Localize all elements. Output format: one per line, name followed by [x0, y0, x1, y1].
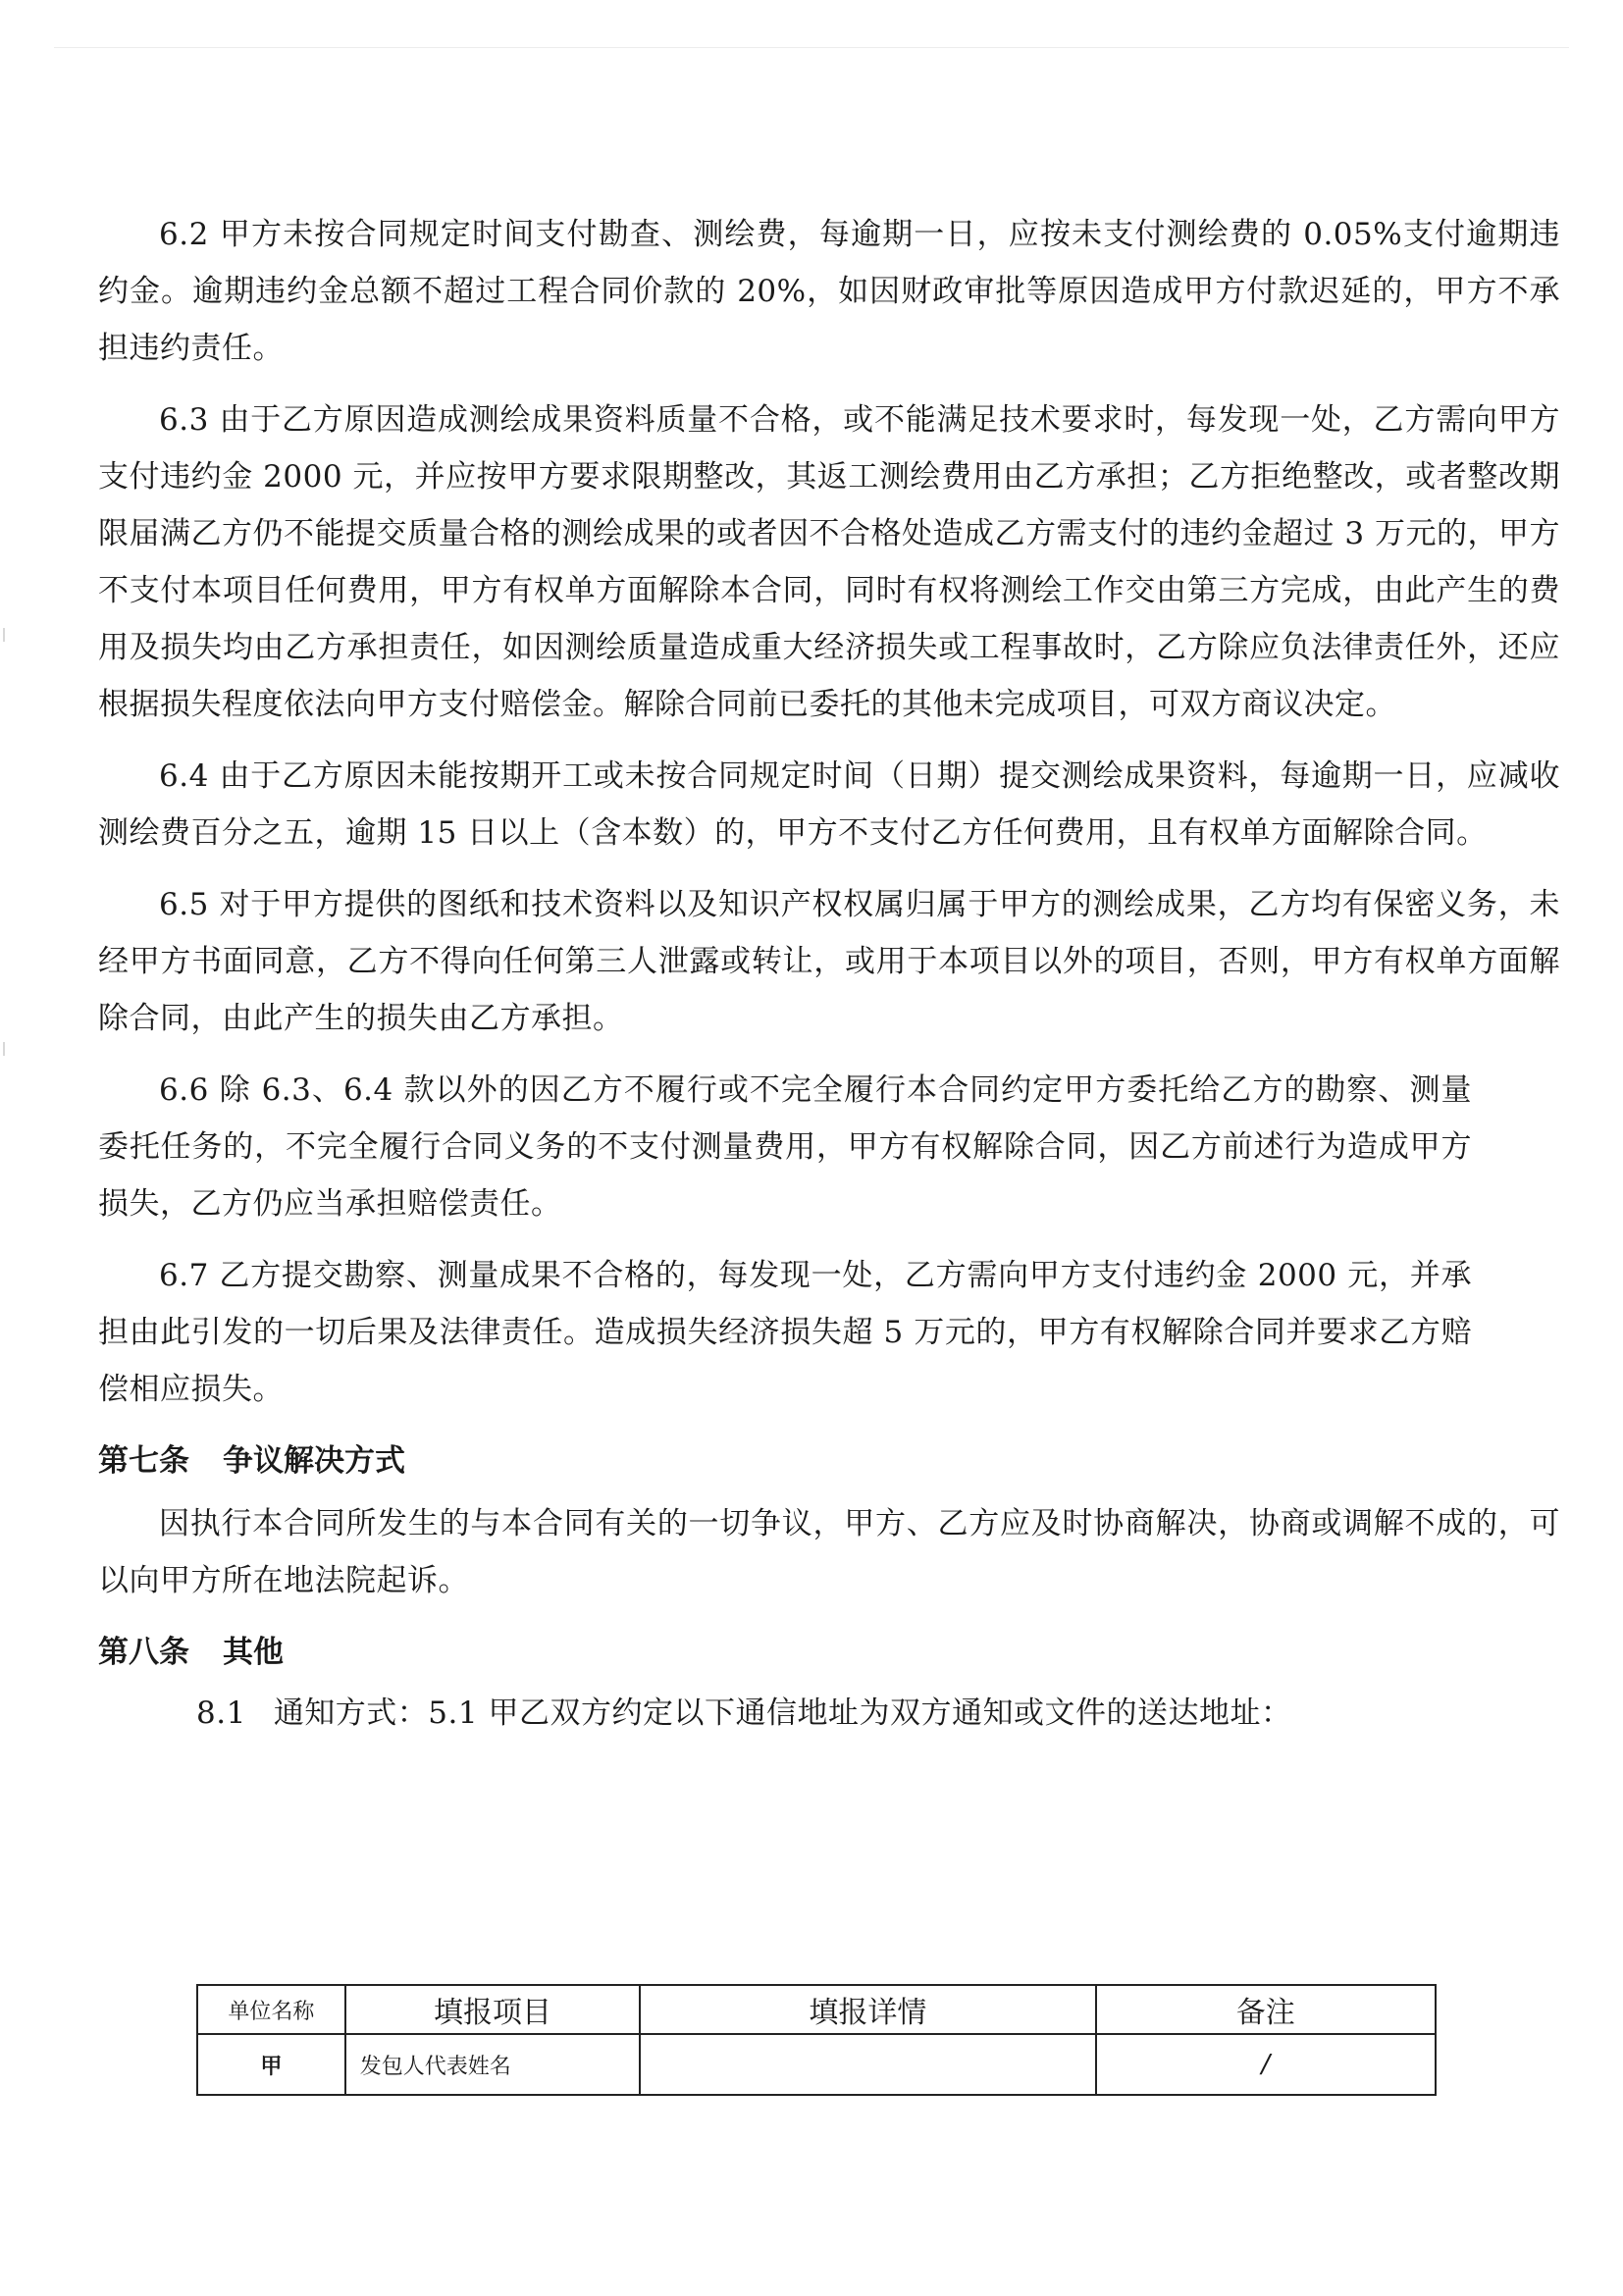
cell-detail[interactable]	[640, 2034, 1095, 2095]
clause-6-7: 6.7 乙方提交勘察、测量成果不合格的，每发现一处，乙方需向甲方支付违约金 2000 元，并承担由此引发的一切后果及法律责任。造成损失经济损失超 5 万元的，甲方有权解除合同并要求乙方赔偿相应损失。	[98, 1258, 1472, 1407]
cell-unit: 甲	[197, 2034, 345, 2095]
clause-6-5: 6.5 对于甲方提供的图纸和技术资料以及知识产权权属归属于甲方的测绘成果，乙方均有保密义务，未经甲方书面同意，乙方不得向任何第三人泄露或转让，或用于本项目以外的项目，否则，甲方有权单方面解除合同，由此产生的损失由乙方承担。	[98, 887, 1560, 1036]
article-8-title: 其他	[223, 1635, 284, 1670]
header-unit-name: 单位名称	[197, 1985, 345, 2034]
article-7-title: 争议解决方式	[223, 1443, 405, 1479]
article-8-heading	[98, 1624, 1560, 1681]
clause-8-1	[196, 1689, 1560, 1738]
article-7-body: 因执行本合同所发生的与本合同有关的一切争议，甲方、乙方应及时协商解决，协商或调解不成的，可以向甲方所在地法院起诉。	[98, 1506, 1560, 1598]
scan-artifact	[3, 628, 5, 642]
header-detail: 填报详情	[640, 1985, 1095, 2034]
article-7-number: 第七条	[98, 1443, 189, 1479]
table-row	[197, 2034, 1436, 2095]
clause-6-6: 6.6 除 6.3、6.4 款以外的因乙方不履行或不完全履行本合同约定甲方委托给乙方的勘察、测量委托任务的，不完全履行合同义务的不支付测量费用，甲方有权解除合同，因乙方前述行为造成甲方损失，乙方仍应当承担赔偿责任。	[98, 1072, 1472, 1222]
document-body	[98, 206, 1560, 1738]
article-8-number: 第八条	[98, 1635, 189, 1670]
scan-artifact	[3, 1042, 5, 1056]
clause-6-2: 6.2 甲方未按合同规定时间支付勘查、测绘费，每逾期一日，应按未支付测绘费的 0.05%支付逾期违约金。逾期违约金总额不超过工程合同价款的 20%，如因财政审批等原因造成甲方付款迟延的，甲方不承担违约责任。	[98, 217, 1560, 366]
table-header-row	[197, 1985, 1436, 2034]
clause-8-1-number: 8.1	[196, 1696, 246, 1731]
cell-remark: /	[1096, 2034, 1436, 2095]
clause-6-3: 6.3 由于乙方原因造成测绘成果资料质量不合格，或不能满足技术要求时，每发现一处，乙方需向甲方支付违约金 2000 元，并应按甲方要求限期整改，其返工测绘费用由乙方承担；乙方拒绝整改，或者整改期限届满乙方仍不能提交质量合格的测绘成果的或者因不合格处造成乙方需支付的违约金超过 3 万元的，甲方不支付本项目任何费用，甲方有权单方面解除本合同，同时有权将测绘工作交由第三方完成，由此产生的费用及损失均由乙方承担责任，如因测绘质量造成重大经济损失或工程事故时，乙方除应负法律责任外，还应根据损失程度依法向甲方支付赔偿金。解除合同前已委托的其他未完成项目，可双方商议决定。	[98, 402, 1560, 722]
page-top-edge	[54, 47, 1569, 48]
header-item: 填报项目	[345, 1985, 641, 2034]
header-remark: 备注	[1096, 1985, 1436, 2034]
article-7-heading	[98, 1433, 1560, 1489]
clause-8-1-text: 通知方式：5.1 甲乙双方约定以下通信地址为双方通知或文件的送达地址：	[273, 1696, 1292, 1731]
cell-item: 发包人代表姓名	[345, 2034, 641, 2095]
address-table	[196, 1984, 1437, 2096]
clause-6-4: 6.4 由于乙方原因未能按期开工或未按合同规定时间（日期）提交测绘成果资料，每逾期一日，应减收测绘费百分之五，逾期 15 日以上（含本数）的，甲方不支付乙方任何费用，且有权单方面解除合同。	[98, 758, 1560, 851]
